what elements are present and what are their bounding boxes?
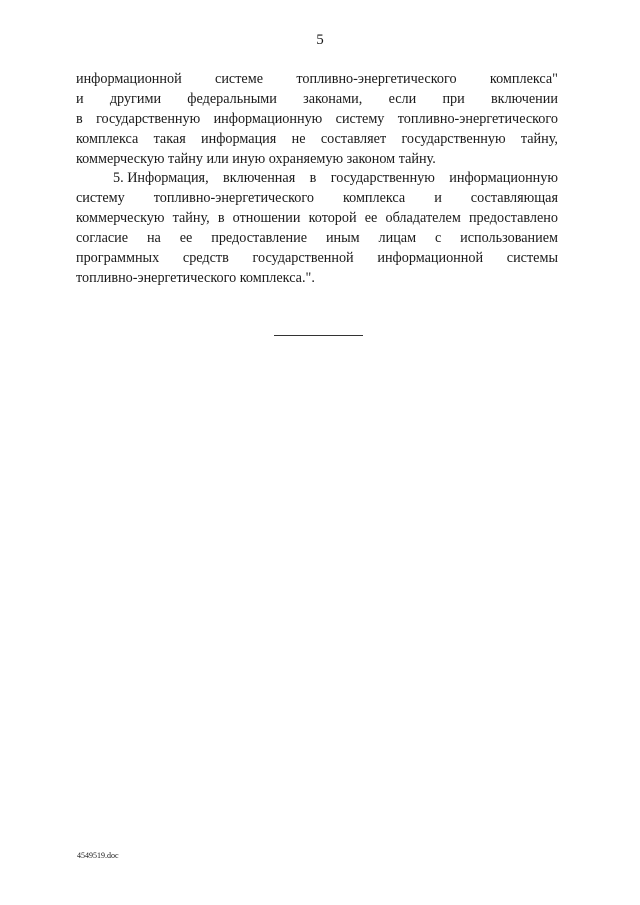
word: другими [109, 90, 162, 107]
word: 5. Информация, [113, 170, 209, 187]
word: комплекса" [489, 71, 558, 87]
word: такая [153, 130, 186, 147]
word: тайну, [172, 210, 210, 227]
text-line [76, 169, 558, 189]
word: системы [506, 250, 558, 267]
word: с [434, 230, 442, 247]
word: средств [182, 250, 229, 267]
word: государственную [401, 130, 506, 147]
word: ее [179, 230, 193, 247]
word: составляет [320, 130, 387, 147]
word: информация [201, 130, 277, 147]
text-line [76, 229, 558, 249]
word: составляющая [470, 190, 558, 207]
text-line [76, 209, 558, 229]
word: предоставлено [468, 210, 558, 227]
word: которой [308, 210, 357, 227]
word: в [309, 170, 317, 187]
word: согласие [76, 230, 129, 247]
text-line [76, 249, 558, 269]
word: отношении [232, 210, 301, 227]
text-line-last: топливно-энергетического комплекса.". [76, 269, 315, 286]
text-line [76, 130, 558, 150]
word: информационной [76, 71, 182, 87]
word: системе [215, 71, 264, 87]
text-line [76, 189, 558, 209]
word: включенная [223, 170, 296, 187]
text-line [76, 110, 558, 130]
word: государственную [96, 110, 201, 127]
page-number: 5 [316, 32, 324, 48]
word: информационной [377, 250, 484, 267]
text-line [76, 90, 558, 110]
word: государственной [252, 250, 354, 267]
word: использованием [460, 230, 558, 247]
document-body [76, 70, 558, 289]
word: систему [335, 110, 385, 127]
word: комплекса [342, 190, 406, 207]
word: государственную [330, 170, 435, 187]
word: включении [490, 90, 558, 107]
word: в [76, 110, 83, 127]
word: в [217, 210, 225, 227]
word: если [388, 90, 417, 107]
word: комплекса [76, 130, 139, 147]
word: топливно-энергетического [296, 71, 457, 87]
word: тайну, [520, 130, 558, 147]
word: систему [76, 190, 125, 207]
word: топливно-энергетического [397, 110, 558, 127]
word: не [291, 130, 306, 147]
text-line-last: коммерческую тайну или иную охраняемую законом тайну. [76, 150, 436, 167]
word: информационную [449, 170, 558, 187]
word: иным [325, 230, 360, 247]
word: и [76, 90, 84, 107]
word: информационную [213, 110, 323, 127]
word: предоставление [211, 230, 308, 247]
word: ее [364, 210, 378, 227]
end-of-text-separator [274, 335, 363, 336]
word: и [434, 190, 442, 207]
word: федеральными [187, 90, 277, 107]
text-line [76, 70, 558, 90]
footer-filename: 4549519.doc [77, 851, 119, 860]
word: на [146, 230, 161, 247]
word: лицам [378, 230, 417, 247]
word: законами, [303, 90, 363, 107]
word: при [442, 90, 465, 107]
word: программных [76, 250, 160, 267]
word: коммерческую [76, 210, 165, 227]
word: топливно-энергетического [153, 190, 314, 207]
word: обладателем [385, 210, 461, 227]
